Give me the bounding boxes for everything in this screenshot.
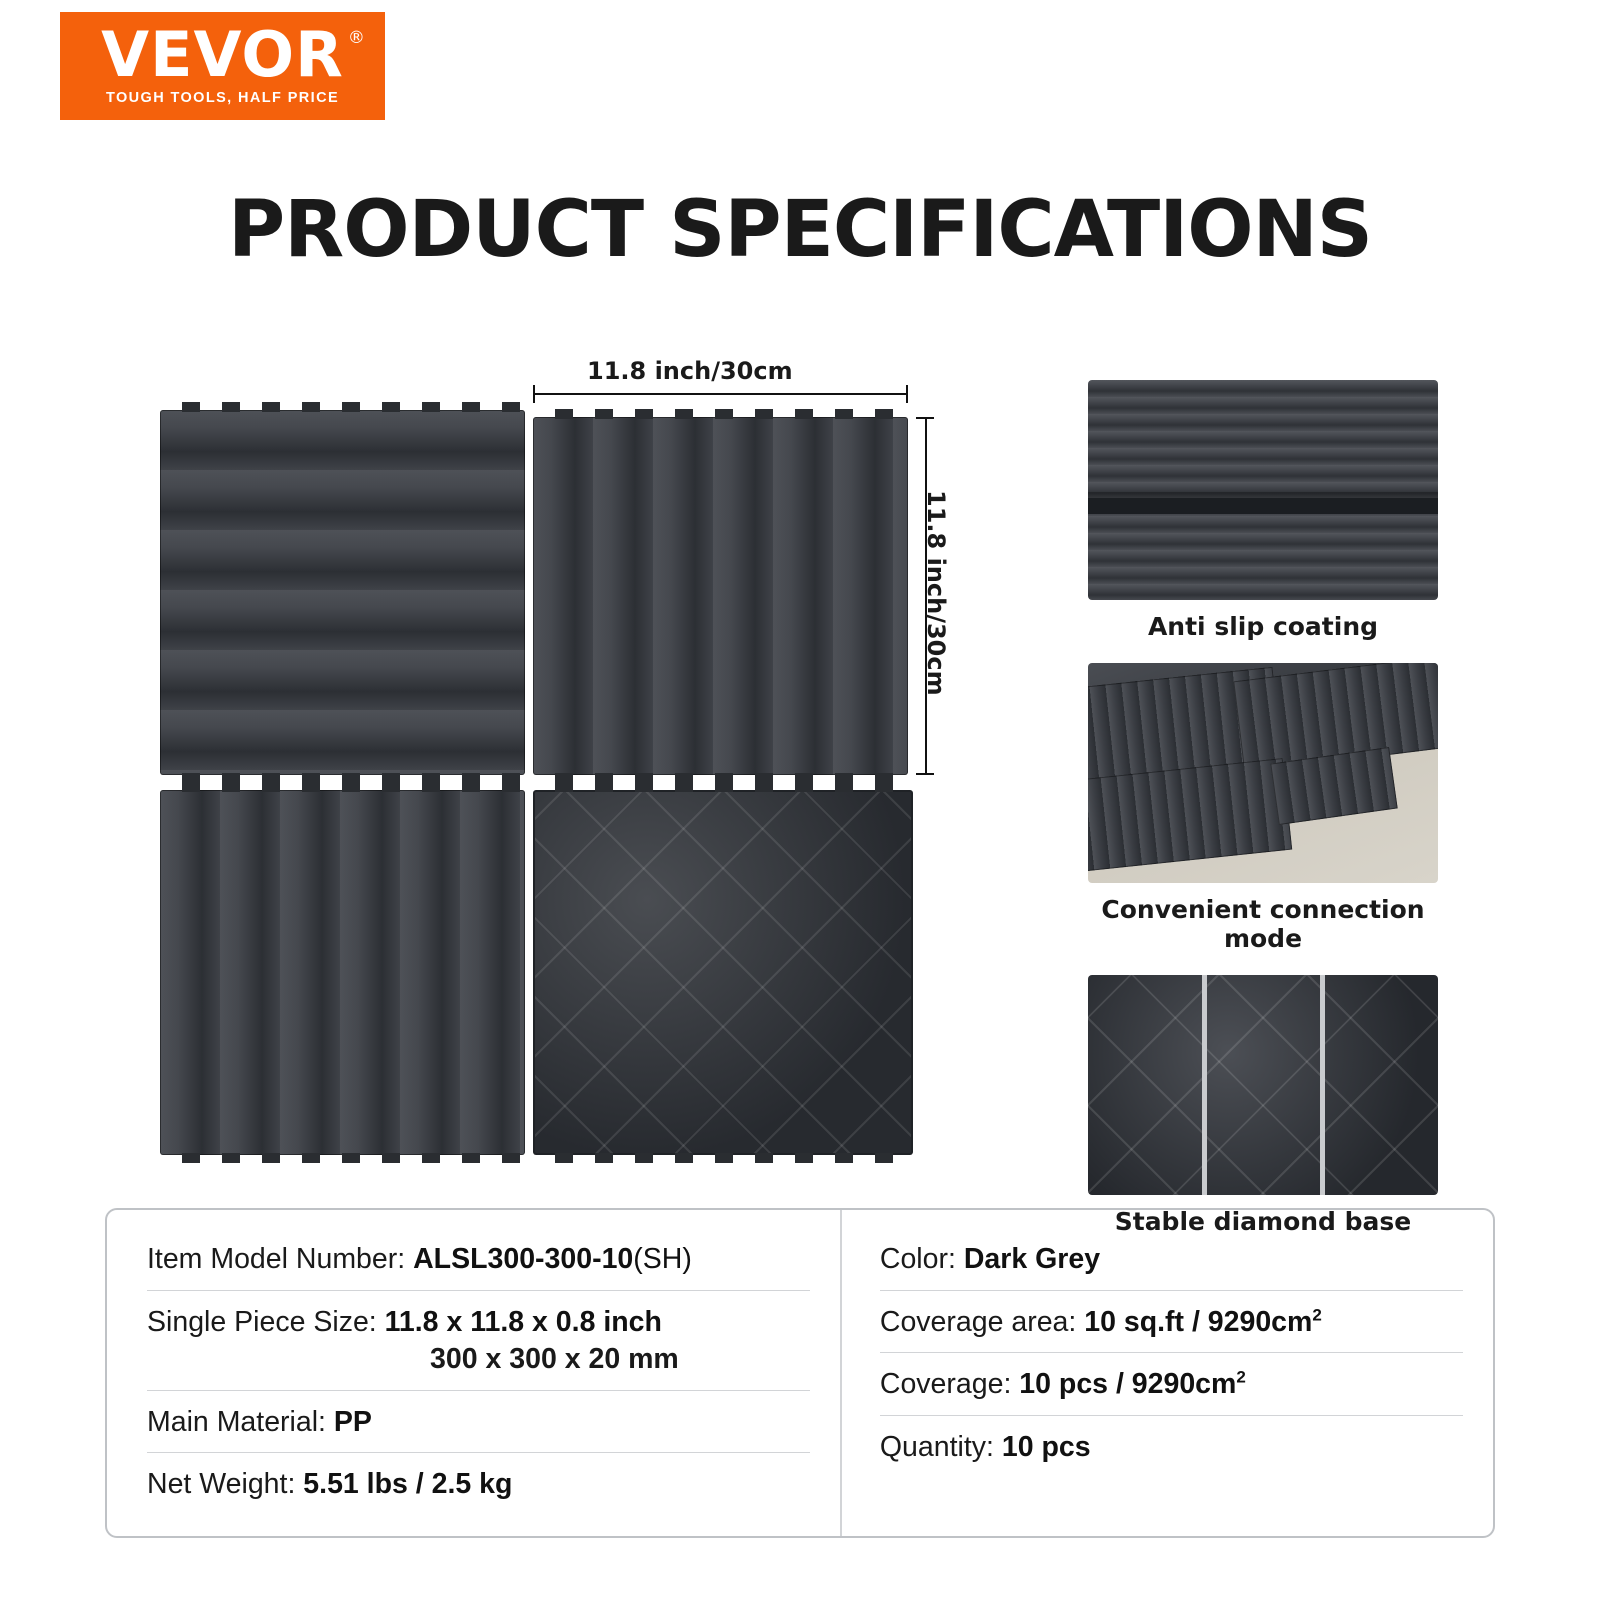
brand-name-text: VEVOR: [101, 18, 344, 92]
spec-label: Item Model Number:: [147, 1243, 406, 1275]
spec-value: 10 pcs: [1001, 1430, 1091, 1463]
tile-bottom-right-diamond-base: [533, 790, 913, 1155]
product-illustration: [150, 357, 950, 1165]
tile-connector-nubs: [533, 782, 913, 792]
brand-name: [101, 18, 366, 92]
dimension-label-width: 11.8 inch/30cm: [587, 357, 793, 385]
feature-item: [1088, 663, 1438, 953]
feature-item: [1088, 975, 1438, 1236]
spec-label: Coverage area:: [879, 1305, 1077, 1338]
spec-label: Single Piece Size:: [147, 1305, 377, 1338]
spec-value: 11.8 x 11.8 x 0.8 inch: [384, 1305, 662, 1338]
tile-connector-nubs: [160, 402, 525, 412]
spec-label: Color:: [879, 1243, 956, 1275]
spec-row-color: [880, 1228, 1463, 1291]
specifications-panel: [105, 1208, 1495, 1538]
spec-value-superscript: 2: [1312, 1305, 1322, 1325]
dimension-cap: [533, 385, 535, 403]
spec-value: Dark Grey: [963, 1243, 1101, 1275]
spec-value-superscript: 2: [1236, 1367, 1246, 1387]
spec-value: 10 pcs / 9290cm: [1019, 1368, 1237, 1401]
brand-tagline: TOUGH TOOLS, HALF PRICE: [105, 89, 340, 106]
feature-caption: Anti slip coating: [1147, 612, 1379, 641]
anti-slip-coating-image: [1088, 380, 1438, 600]
spec-row-net-weight: [147, 1453, 810, 1515]
connection-mode-image: [1088, 663, 1438, 883]
feature-caption: Convenient connection mode: [1101, 895, 1425, 953]
spec-row-single-piece-size: [147, 1291, 810, 1391]
dimension-label-height: 11.8 inch/30cm: [922, 490, 950, 696]
dimension-cap: [916, 417, 934, 419]
spec-column-right: [840, 1210, 1493, 1536]
spec-value: ALSL300-300-10: [413, 1243, 634, 1275]
spec-value-metric: 300 x 300 x 20 mm: [430, 1343, 679, 1376]
diamond-base-image: [1088, 975, 1438, 1195]
spec-label: Coverage:: [879, 1368, 1012, 1401]
spec-label: Main Material:: [147, 1405, 326, 1438]
spec-row-model-number: [147, 1228, 810, 1291]
tile-bottom-left: [160, 790, 525, 1155]
spec-value: 5.51 lbs / 2.5 kg: [303, 1468, 513, 1501]
spec-row-main-material: [147, 1391, 810, 1454]
tile-top-left: [160, 410, 525, 775]
tile-connector-nubs: [160, 782, 525, 792]
tile-connector-nubs: [533, 409, 908, 419]
spec-row-quantity: [880, 1416, 1463, 1478]
dimension-line-top: [533, 393, 908, 395]
dimension-cap: [906, 385, 908, 403]
spec-row-coverage-area: [880, 1291, 1463, 1354]
brand-logo: [60, 12, 385, 120]
dimension-cap: [916, 773, 934, 775]
spec-value-suffix: (SH): [633, 1243, 692, 1275]
feature-caption: Stable diamond base: [1114, 1207, 1412, 1236]
feature-item: [1088, 380, 1438, 641]
registered-mark: ®: [347, 28, 366, 49]
spec-label: Net Weight:: [147, 1468, 296, 1501]
tile-top-right: [533, 417, 908, 775]
spec-label: Quantity:: [879, 1430, 994, 1463]
tile-connector-nubs: [533, 1153, 913, 1163]
page-title: PRODUCT SPECIFICATIONS: [228, 185, 1372, 275]
tile-connector-nubs: [160, 1153, 525, 1163]
spec-column-left: [107, 1210, 840, 1536]
spec-value: 10 sq.ft / 9290cm: [1084, 1305, 1313, 1338]
spec-value: PP: [333, 1405, 372, 1438]
feature-list: [1088, 380, 1438, 1258]
spec-row-coverage: [880, 1353, 1463, 1416]
